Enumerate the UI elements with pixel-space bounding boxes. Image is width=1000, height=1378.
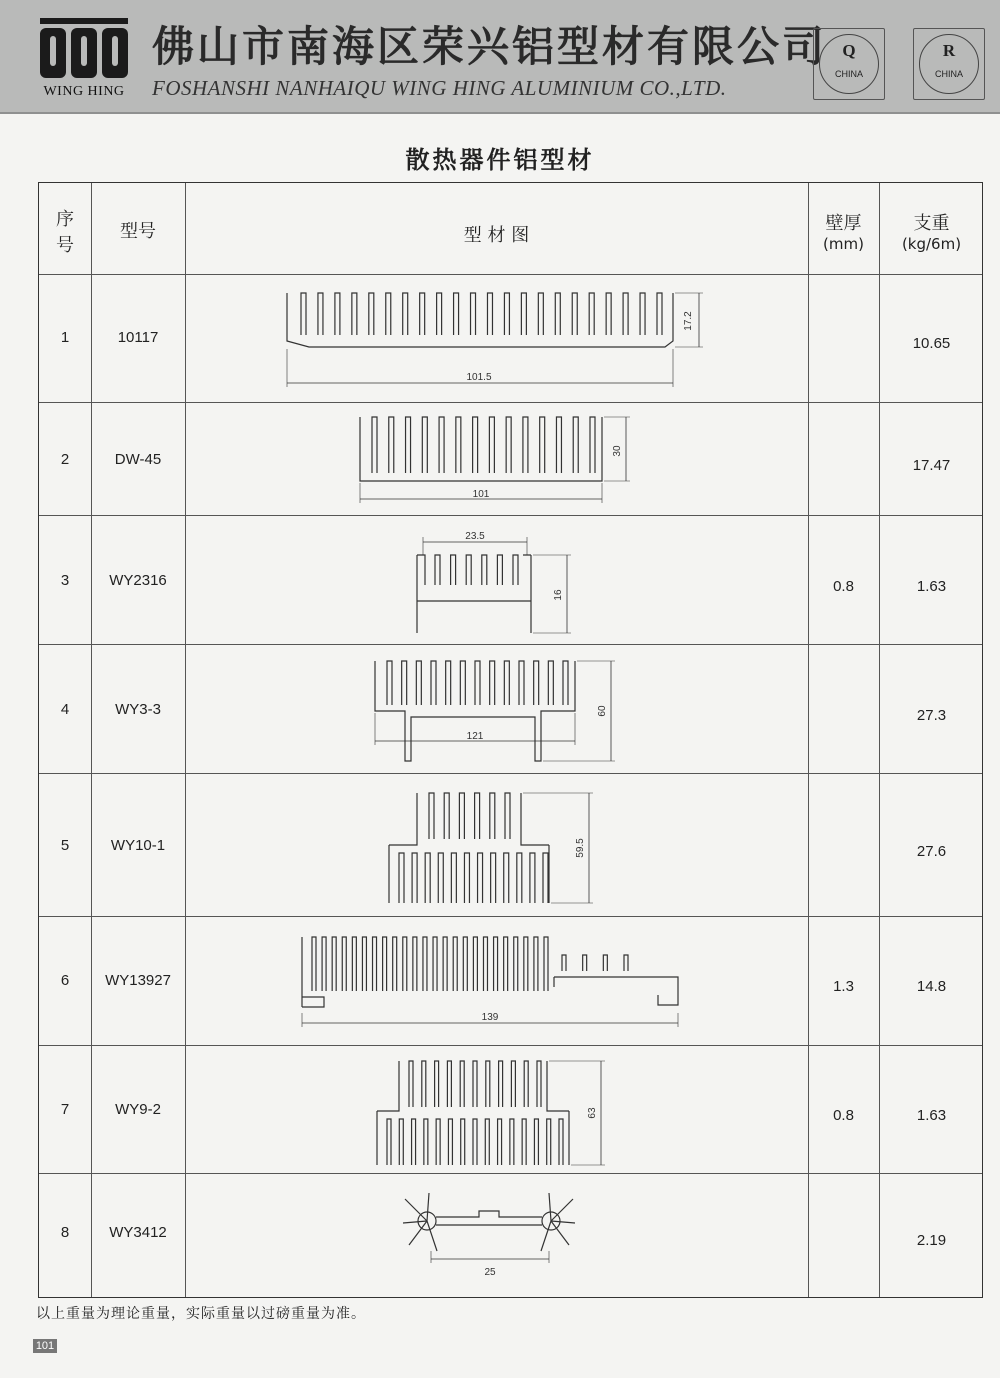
row-7-index: 7 — [60, 1101, 70, 1118]
brand-logo — [36, 14, 132, 104]
row-3-weight: 1.63 — [916, 578, 947, 595]
page-header — [0, 0, 1000, 114]
header-model: 型号 — [120, 221, 156, 242]
row-3-wall: 0.8 — [833, 578, 854, 595]
row-4-model: WY3-3 — [115, 701, 161, 718]
company-name-en: FOSHANSHI NANHAIQU WING HING ALUMINIUM CO.,LTD. — [152, 76, 727, 100]
row-4-dim-height: 60 — [597, 705, 608, 717]
row-7-profile-drawing — [369, 1053, 619, 1168]
row-3-dim-height: 16 — [553, 589, 564, 601]
row-8-weight: 2.19 — [916, 1232, 947, 1249]
row-3-dim-width: 23.5 — [465, 531, 485, 542]
row-7-model: WY9-2 — [115, 1101, 161, 1118]
row-6-index: 6 — [60, 972, 70, 989]
page-title: 散热器件铝型材 — [405, 146, 595, 174]
cert-badge-r: R CHINA — [913, 28, 985, 100]
row-6-model: WY13927 — [105, 972, 171, 989]
row-7-wall: 0.8 — [833, 1107, 854, 1124]
row-6-profile-drawing — [294, 925, 694, 1040]
row-2-model: DW-45 — [114, 451, 162, 468]
profile-table — [38, 182, 983, 1298]
row-5-model: WY10-1 — [110, 837, 166, 854]
row-1-index: 1 — [60, 329, 70, 346]
row-4-index: 4 — [60, 701, 70, 718]
row-8-dim-width: 25 — [484, 1267, 496, 1278]
row-7-weight: 1.63 — [916, 1107, 947, 1124]
page-number: 101 — [33, 1339, 57, 1353]
footnote: 以上重量为理论重量，实际重量以过磅重量为准。 — [36, 1306, 366, 1322]
row-4-dim-width: 121 — [466, 731, 484, 742]
row-5-index: 5 — [60, 837, 70, 854]
row-4-weight: 27.3 — [916, 707, 947, 724]
row-8-model: WY3412 — [109, 1224, 167, 1241]
row-6-weight: 14.8 — [916, 978, 947, 995]
company-name-cn: 佛山市南海区荣兴铝型材有限公司 — [152, 22, 828, 71]
row-1-model: 10117 — [117, 329, 159, 346]
row-2-profile-drawing — [354, 411, 644, 511]
row-1-weight: 10.65 — [912, 335, 951, 352]
row-3-model: WY2316 — [109, 572, 167, 589]
row-5-profile-drawing — [377, 783, 617, 911]
row-7-dim-height: 63 — [587, 1107, 598, 1119]
row-8-profile-drawing — [399, 1181, 599, 1291]
row-5-weight: 27.6 — [916, 843, 947, 860]
header-drawing: 型 材 图 — [463, 225, 530, 246]
row-1-dim-width: 101.5 — [466, 372, 492, 383]
brand-name: WING HING — [43, 84, 125, 99]
header-wall: 壁厚 (mm) — [823, 213, 864, 253]
logo-icon — [36, 14, 132, 84]
row-3-index: 3 — [60, 572, 70, 589]
row-2-index: 2 — [60, 451, 70, 468]
row-1-dim-height: 17.2 — [683, 311, 694, 331]
row-2-dim-width: 101 — [472, 489, 490, 500]
row-8-index: 8 — [60, 1224, 70, 1241]
row-5-dim-height: 59.5 — [575, 838, 586, 858]
row-4-profile-drawing — [365, 653, 625, 768]
row-6-wall: 1.3 — [833, 978, 854, 995]
header-weight: 支重 (kg/6m) — [901, 213, 962, 253]
cert-badge-q: Q CHINA — [813, 28, 885, 100]
row-6-dim-width: 139 — [481, 1012, 499, 1023]
row-1-profile-drawing — [279, 283, 719, 398]
header-index: 序 号 — [56, 209, 74, 256]
row-2-dim-height: 30 — [612, 445, 623, 457]
row-3-profile-drawing — [409, 525, 589, 640]
row-2-weight: 17.47 — [912, 457, 951, 474]
